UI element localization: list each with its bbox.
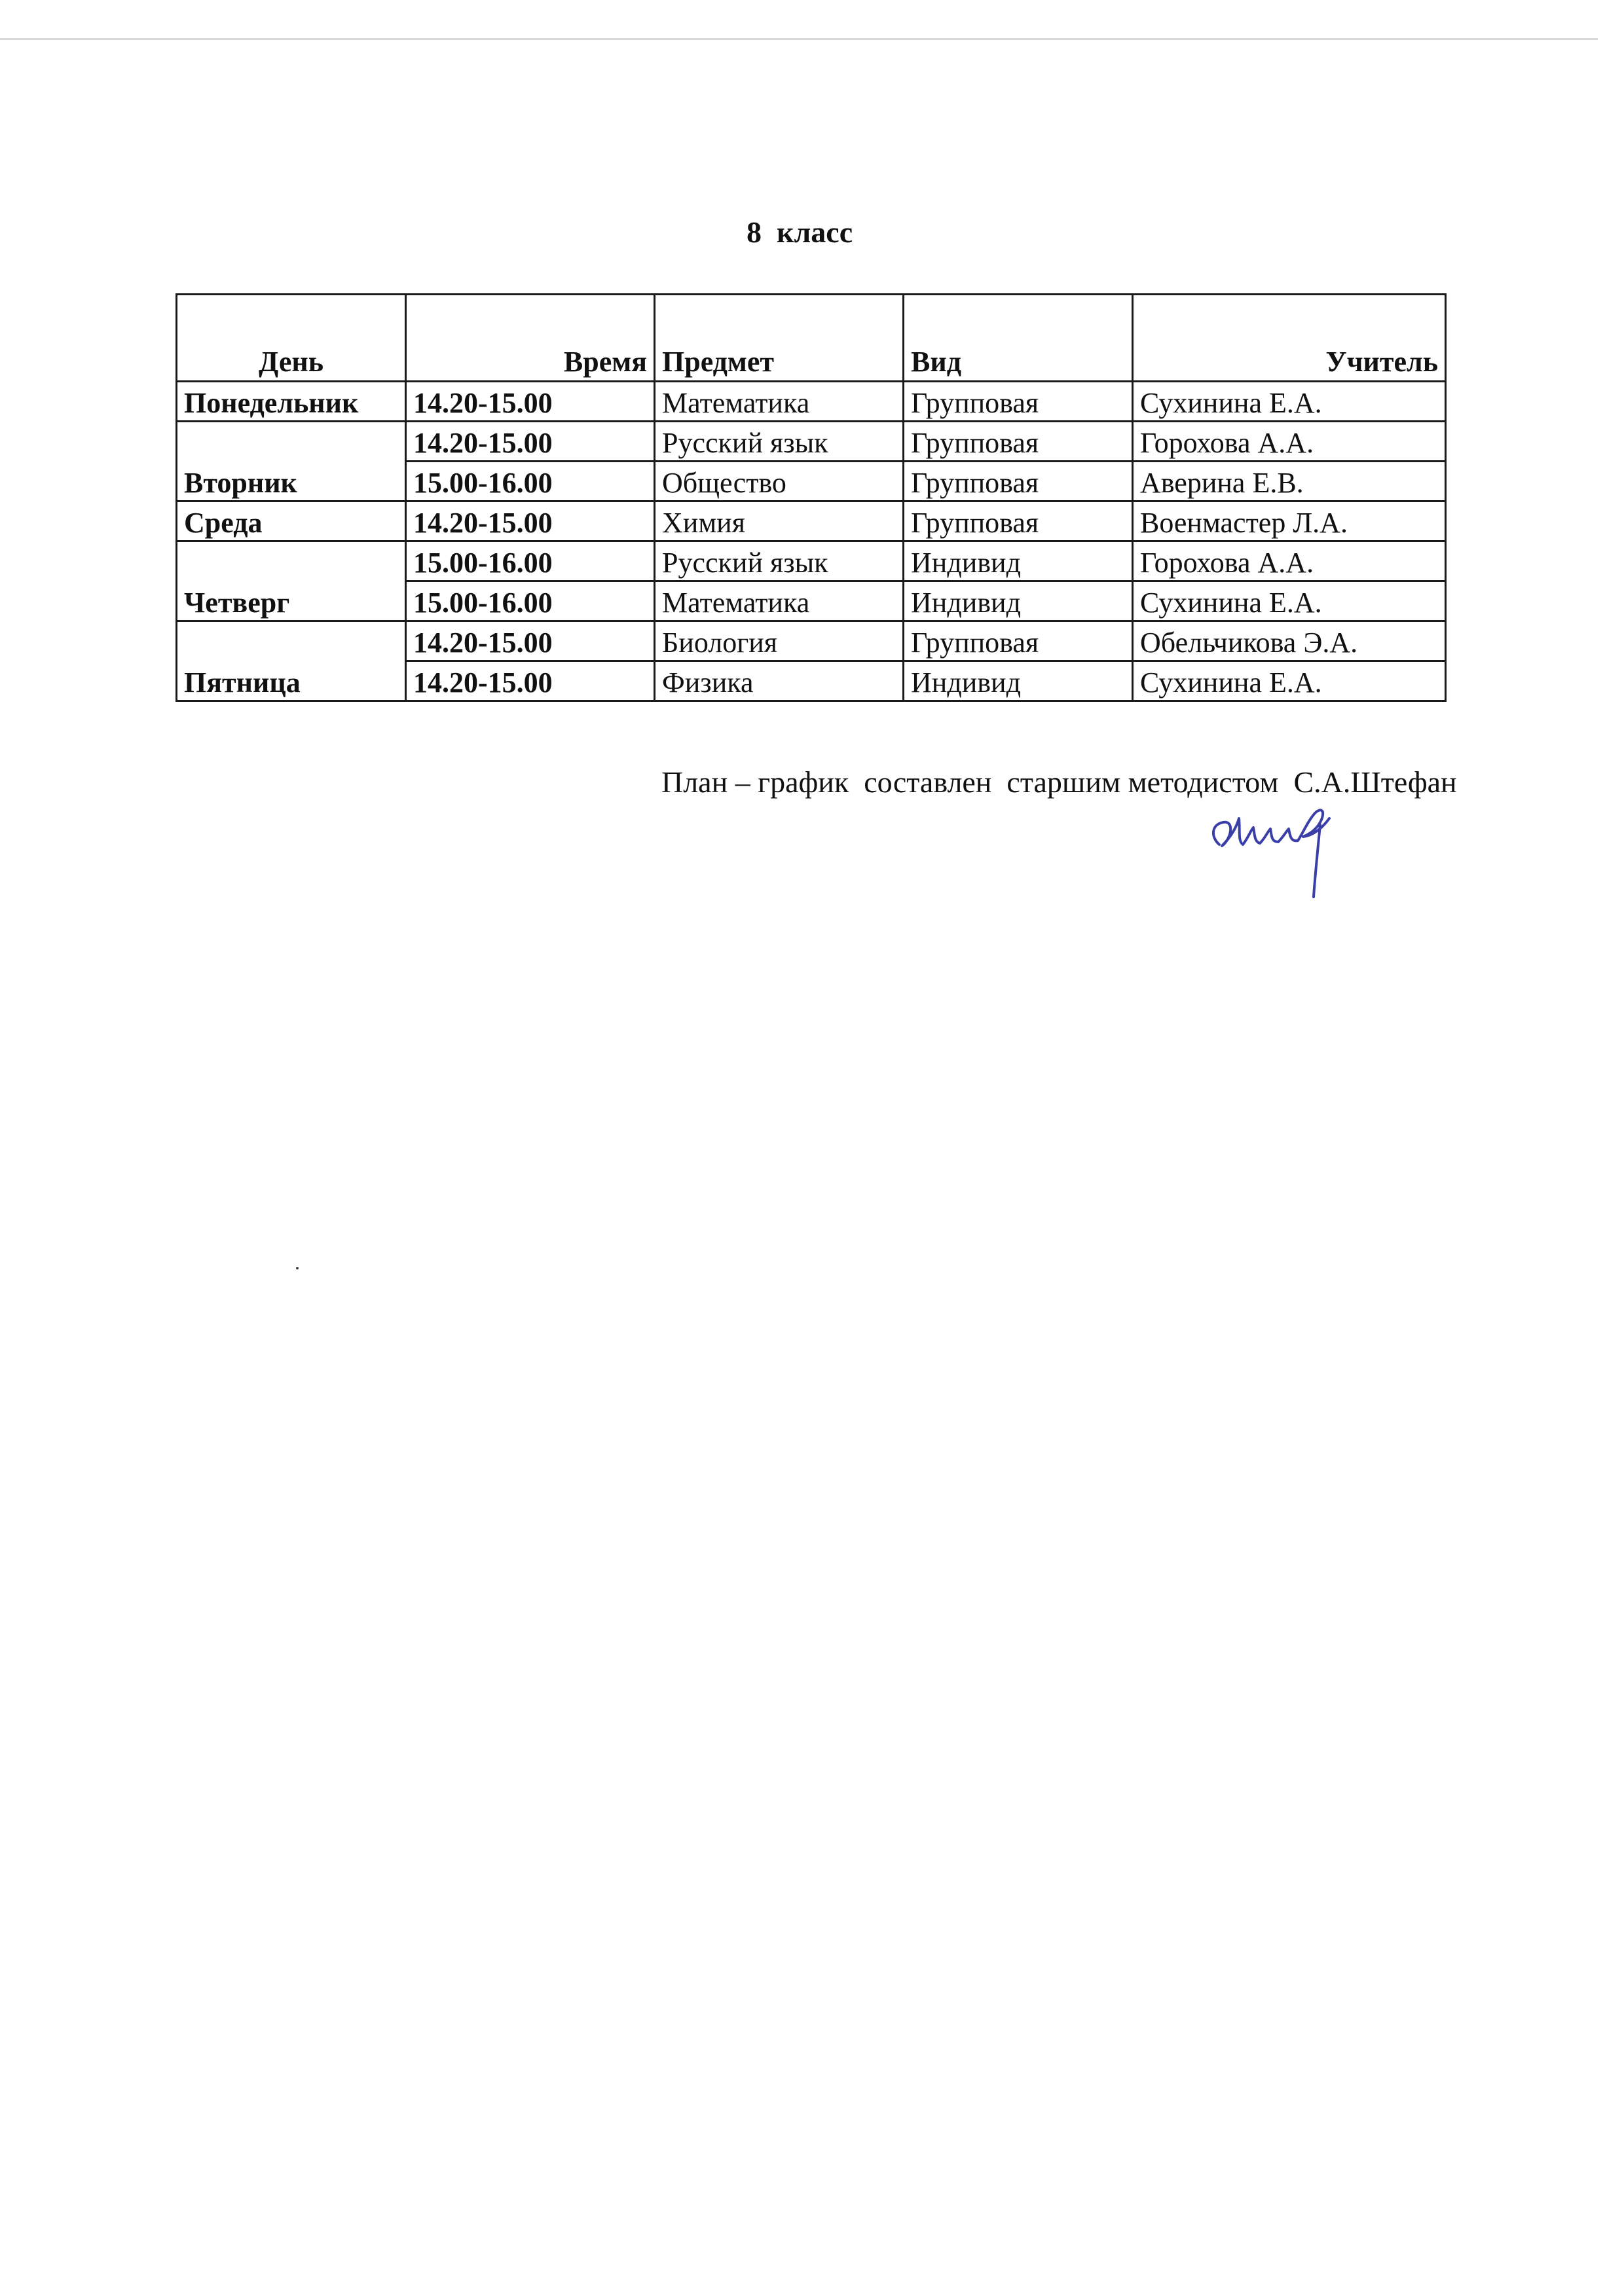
kind-cell: Индивид xyxy=(904,541,1133,581)
schedule-table xyxy=(175,293,1447,702)
subject-cell: Биология xyxy=(655,621,904,661)
subject-cell: Общество xyxy=(655,462,904,501)
page-title: 8 класс xyxy=(747,215,853,249)
subject-cell: Математика xyxy=(655,382,904,422)
table-row xyxy=(177,621,1446,661)
teacher-cell: Обельчикова Э.А. xyxy=(1133,621,1446,661)
time-cell: 15.00-16.00 xyxy=(406,541,655,581)
header-day: День xyxy=(177,295,406,382)
teacher-cell: Горохова А.А. xyxy=(1133,541,1446,581)
time-cell: 14.20-15.00 xyxy=(406,661,655,701)
compiled-by-note: План – график составлен старшим методистом С.А.Штефан xyxy=(661,765,1457,799)
subject-cell: Химия xyxy=(655,501,904,541)
teacher-cell: Горохова А.А. xyxy=(1133,422,1446,462)
handwritten-signature xyxy=(1205,799,1375,903)
scan-speck xyxy=(296,1267,299,1269)
kind-cell: Групповая xyxy=(904,462,1133,501)
kind-cell: Групповая xyxy=(904,621,1133,661)
day-cell: Четверг xyxy=(177,541,406,621)
table-row xyxy=(177,541,1446,581)
teacher-cell: Военмастер Л.А. xyxy=(1133,501,1446,541)
table-row xyxy=(177,501,1446,541)
kind-cell: Групповая xyxy=(904,501,1133,541)
day-cell: Понедельник xyxy=(177,382,406,422)
subject-cell: Физика xyxy=(655,661,904,701)
day-cell: Пятница xyxy=(177,621,406,701)
day-cell: Среда xyxy=(177,501,406,541)
subject-cell: Русский язык xyxy=(655,541,904,581)
day-cell: Вторник xyxy=(177,422,406,501)
subject-cell: Математика xyxy=(655,581,904,621)
time-cell: 14.20-15.00 xyxy=(406,501,655,541)
header-teacher: Учитель xyxy=(1133,295,1446,382)
teacher-cell: Сухинина Е.А. xyxy=(1133,661,1446,701)
teacher-cell: Аверина Е.В. xyxy=(1133,462,1446,501)
table-header-row xyxy=(177,295,1446,382)
subject-cell: Русский язык xyxy=(655,422,904,462)
kind-cell: Индивид xyxy=(904,661,1133,701)
kind-cell: Индивид xyxy=(904,581,1133,621)
teacher-cell: Сухинина Е.А. xyxy=(1133,581,1446,621)
time-cell: 15.00-16.00 xyxy=(406,581,655,621)
scan-edge-line xyxy=(0,38,1598,40)
kind-cell: Групповая xyxy=(904,422,1133,462)
table-row xyxy=(177,382,1446,422)
time-cell: 14.20-15.00 xyxy=(406,382,655,422)
kind-cell: Групповая xyxy=(904,382,1133,422)
teacher-cell: Сухинина Е.А. xyxy=(1133,382,1446,422)
table-row xyxy=(177,422,1446,462)
time-cell: 14.20-15.00 xyxy=(406,422,655,462)
time-cell: 15.00-16.00 xyxy=(406,462,655,501)
header-time: Время xyxy=(406,295,655,382)
header-kind: Вид xyxy=(904,295,1133,382)
header-subject: Предмет xyxy=(655,295,904,382)
time-cell: 14.20-15.00 xyxy=(406,621,655,661)
